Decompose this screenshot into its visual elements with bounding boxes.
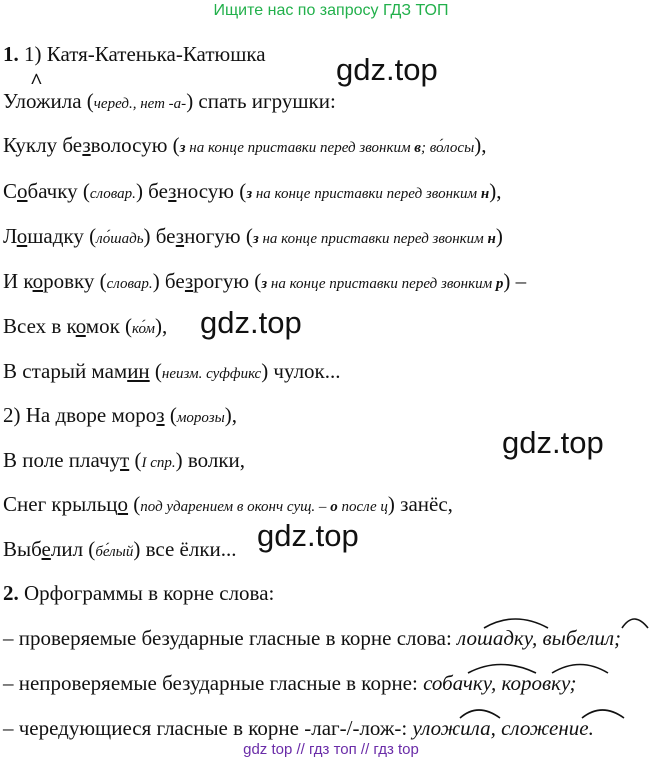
caret-mark-icon: ^ bbox=[30, 68, 43, 93]
poem-line: Всех в комок (ко́м), bbox=[3, 314, 168, 338]
footer-links[interactable]: gdz top // гдз топ // гдз top bbox=[243, 741, 419, 758]
task2-number: 2. bbox=[3, 581, 19, 605]
poem-line: Куклу безволосую (з на конце приставки перед звонким в; во́лосы), bbox=[3, 133, 487, 157]
root-arc-icon bbox=[622, 619, 648, 628]
poem-line: 2) На дворе мороз (морозы), bbox=[3, 403, 237, 427]
poem-line: Выбелил (бе́лый) все ёлки... bbox=[3, 537, 237, 561]
watermark: gdz.top bbox=[336, 52, 438, 87]
poem-line: Уложила (черед., нет -а-) спать игрушки: bbox=[3, 89, 336, 113]
task1-heading bbox=[3, 42, 266, 66]
task2-title: Орфограммы в корне слова: bbox=[18, 581, 275, 605]
poem-line: Лошадку (ло́шадь) безногую (з на конце приставки перед звонким н) bbox=[3, 224, 503, 248]
task1-number: 1. bbox=[3, 42, 19, 66]
orthogram-examples: лошадку, выбелил; bbox=[457, 626, 622, 650]
poem-line: В старый мамин (неизм. суффикс) чулок... bbox=[3, 359, 341, 383]
watermark: gdz.top bbox=[257, 518, 359, 553]
orthogram-examples: собачку, коровку; bbox=[423, 671, 577, 695]
watermark: gdz.top bbox=[502, 425, 604, 460]
orthogram-item: – чередующиеся гласные в корне -лаг-/-лож-: уложила, сложение. bbox=[3, 716, 594, 740]
task2-heading bbox=[3, 581, 274, 605]
watermark: gdz.top bbox=[200, 305, 302, 340]
poem-line: В поле плачут (I спр.) волки, bbox=[3, 448, 246, 472]
orthogram-item: – проверяемые безударные гласные в корне слова: лошадку, выбелил; bbox=[3, 626, 622, 650]
orthogram-item: – непроверяемые безударные гласные в корне: собачку, коровку; bbox=[3, 671, 577, 695]
orthogram-examples: уложила, сложение. bbox=[412, 716, 594, 740]
task1-title: 1) Катя-Катенька-Катюшка bbox=[18, 42, 266, 66]
poem-line: Собачку (словар.) безносую (з на конце приставки перед звонким н), bbox=[3, 179, 502, 203]
search-hint-link[interactable]: Ищите нас по запросу ГДЗ ТОП bbox=[213, 2, 449, 19]
poem-line: И коровку (словар.) безрогую (з на конце приставки перед звонким р) – bbox=[3, 269, 527, 293]
poem-line: Снег крыльцо (под ударением в оконч сущ. – о после ц) занёс, bbox=[3, 492, 453, 516]
